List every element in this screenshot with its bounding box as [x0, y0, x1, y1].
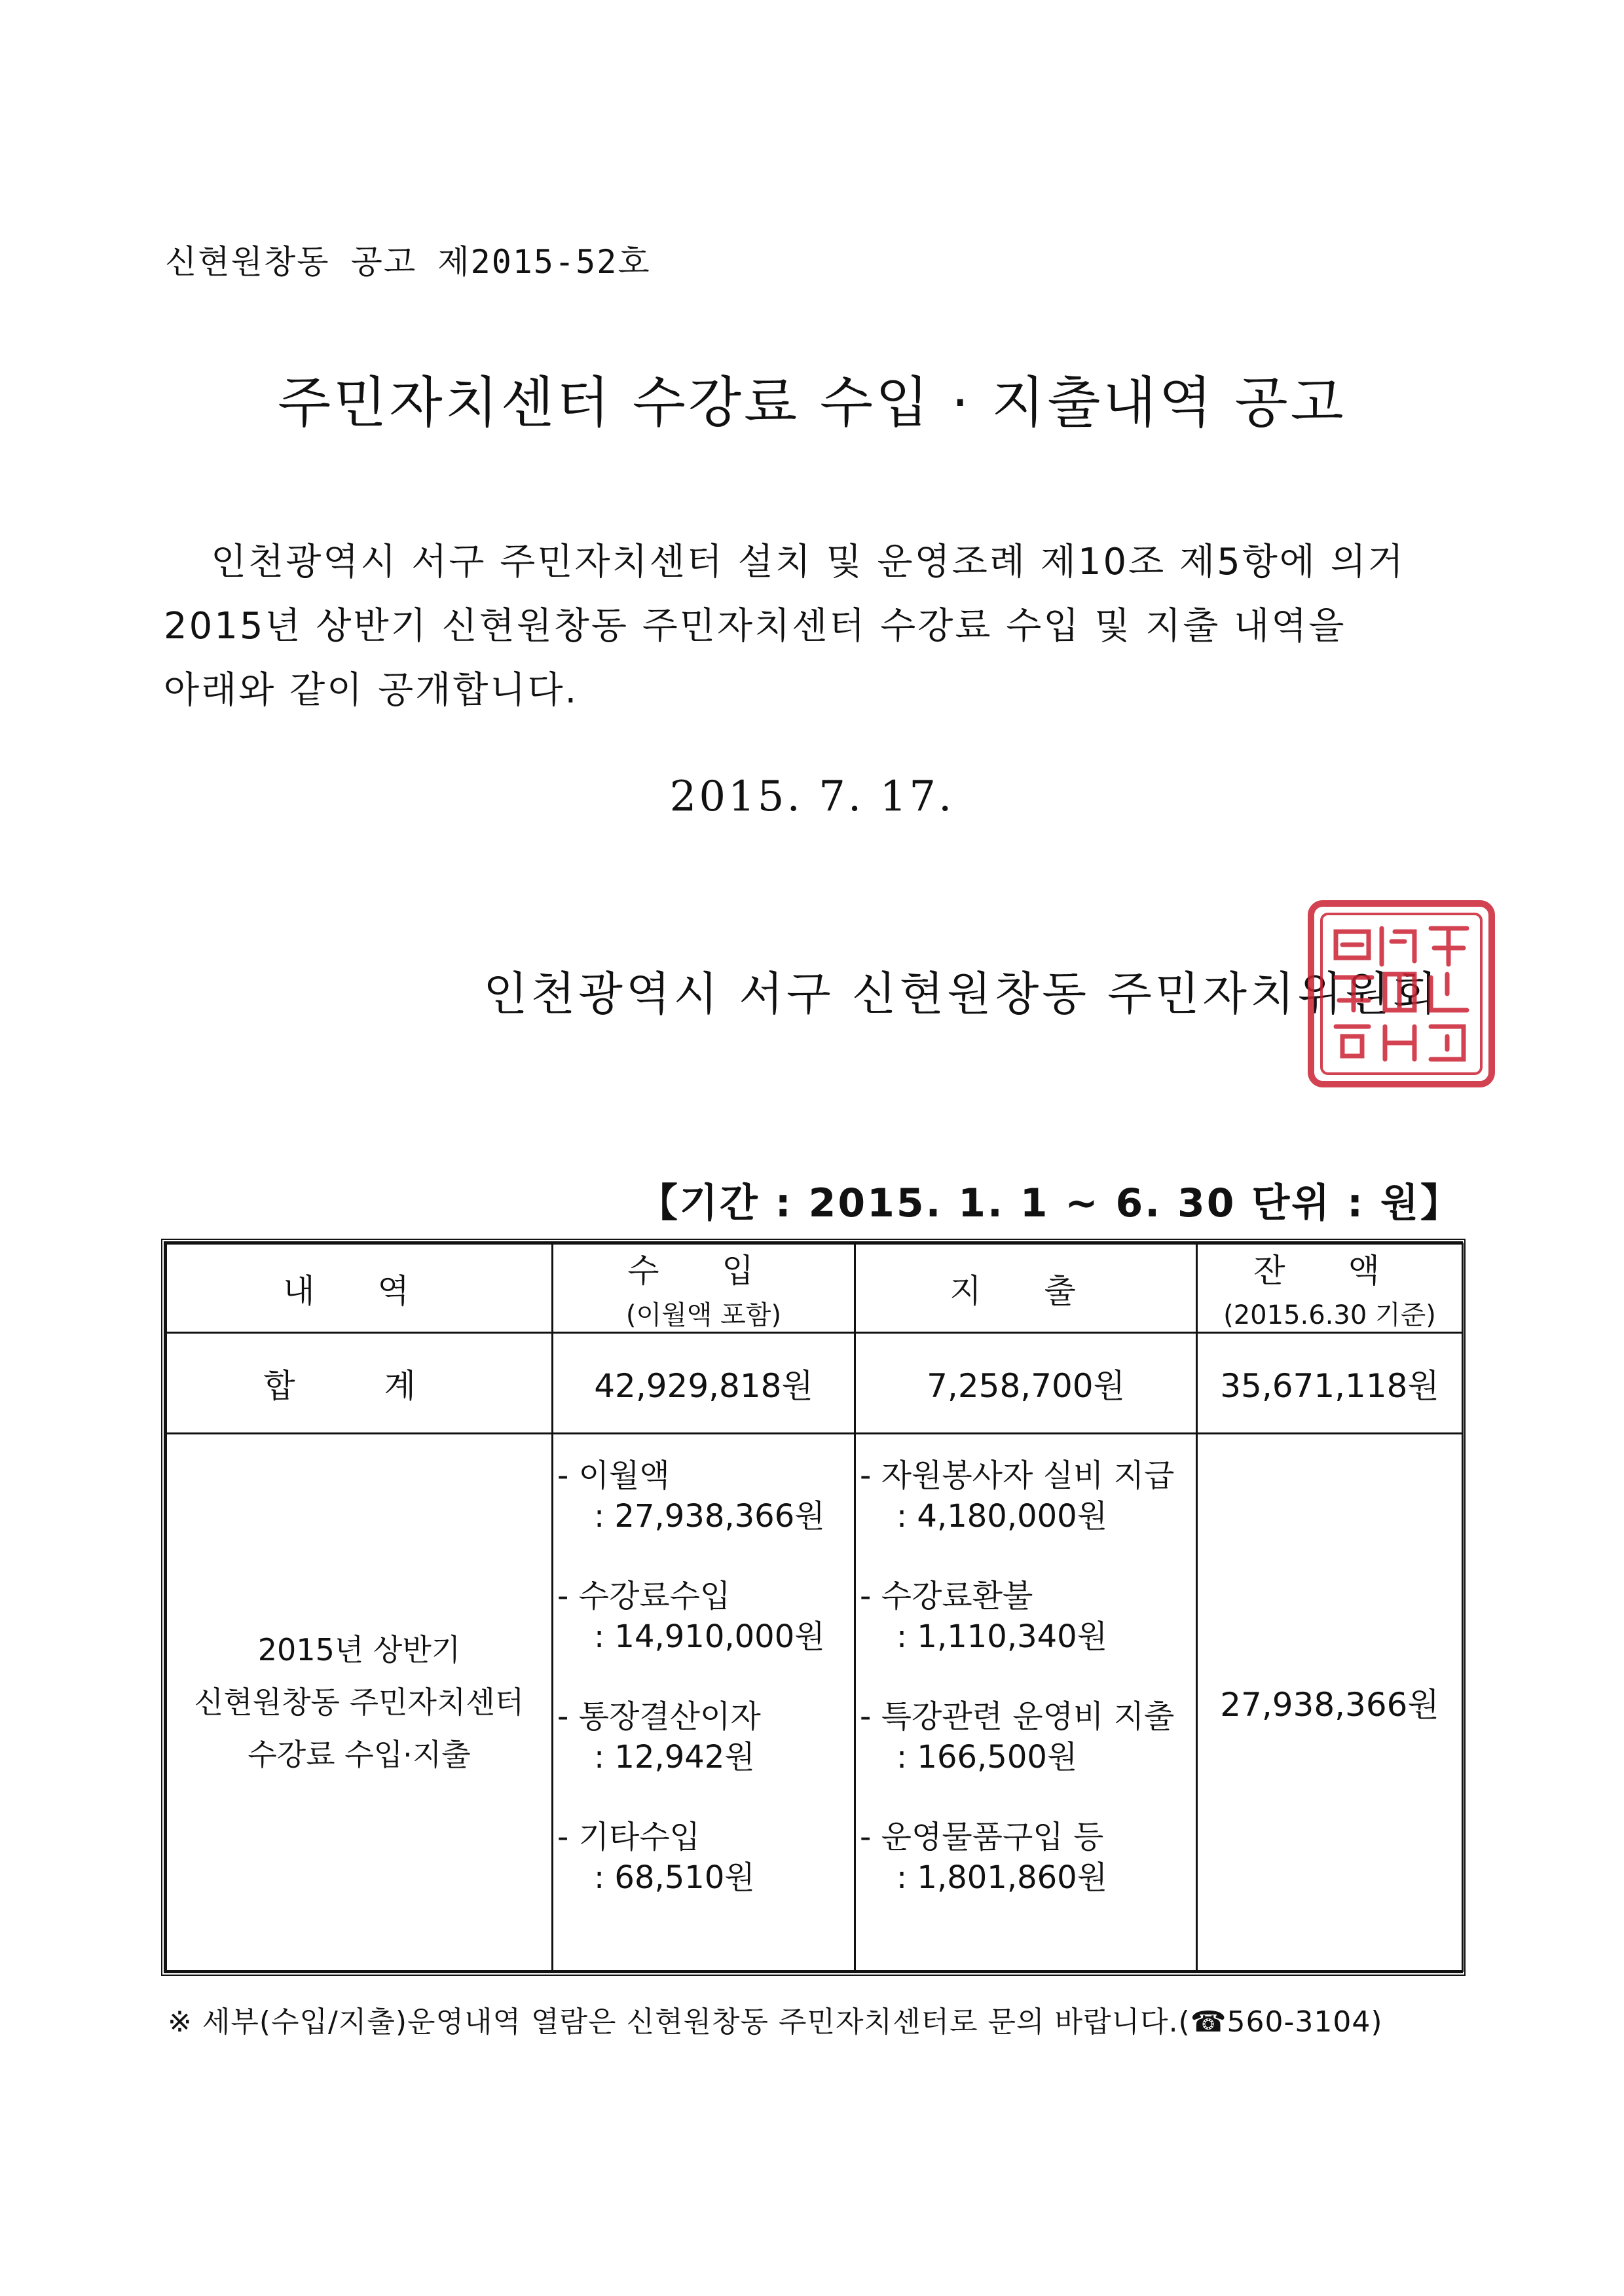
notice-body	[164, 530, 1473, 723]
total-expense: 7,258,700원	[855, 1333, 1197, 1434]
header-item: 내 역	[166, 1244, 553, 1333]
page-title: 주민자치센터 수강료 수입 · 지출내역 공고	[278, 371, 1346, 435]
body-line: 인천광역시 서구 주민자치센터 설치 및 운영조례 제10조 제5항에 의거	[211, 541, 1405, 583]
total-label: 합 계	[166, 1333, 553, 1434]
list-item: - 자원봉사자 실비 지급 : 4,180,000원	[860, 1457, 1175, 1535]
signer-name: 인천광역시 서구 신현원창동 주민자치위원회	[483, 967, 1441, 1021]
detail-label: 2015년 상반기 신현원창동 주민자치센터 수강료 수입·지출	[166, 1434, 553, 1971]
official-seal-stamp	[1303, 896, 1500, 1092]
list-item: - 특강관련 운영비 지출 : 166,500원	[860, 1698, 1175, 1776]
period-and-unit: 【기간 : 2015. 1. 1 ~ 6. 30 단위 : 원】	[638, 1180, 1462, 1226]
header-income: 수 입 (이월액 포함)	[553, 1244, 855, 1333]
total-income: 42,929,818원	[553, 1333, 855, 1434]
list-item: - 기타수입 : 68,510원	[557, 1819, 755, 1896]
header-expense: 지 출	[855, 1244, 1197, 1333]
detail-row	[166, 1434, 1463, 1971]
footnote: ※ 세부(수입/지출)운영내역 열람은 신현원창동 주민자치센터로 문의 바랍니다.(☎560-3104)	[168, 2005, 1383, 2039]
header-balance: 잔 액 (2015.6.30 기준)	[1197, 1244, 1463, 1333]
income-expense-table	[161, 1239, 1466, 1976]
total-row	[166, 1333, 1463, 1434]
list-item: - 통장결산이자 : 12,942원	[557, 1698, 761, 1776]
notice-date: 2015. 7. 17.	[669, 773, 955, 821]
list-item: - 이월액 : 27,938,366원	[557, 1457, 825, 1535]
total-balance: 35,671,118원	[1197, 1333, 1463, 1434]
table-header-row	[166, 1244, 1463, 1333]
list-item: - 수강료환불 : 1,110,340원	[860, 1578, 1108, 1655]
body-line: 2015년 상반기 신현원창동 주민자치센터 수강료 수입 및 지출 내역을	[164, 605, 1346, 647]
notice-number: 신현원창동 공고 제2015-52호	[165, 243, 651, 281]
list-item: - 운영물품구입 등 : 1,801,860원	[860, 1819, 1108, 1896]
detail-balance: 27,938,366원	[1197, 1434, 1463, 1971]
expense-items	[855, 1434, 1197, 1971]
income-items	[553, 1434, 855, 1971]
body-line: 아래와 같이 공개합니다.	[164, 669, 579, 712]
list-item: - 수강료수입 : 14,910,000원	[557, 1578, 825, 1655]
